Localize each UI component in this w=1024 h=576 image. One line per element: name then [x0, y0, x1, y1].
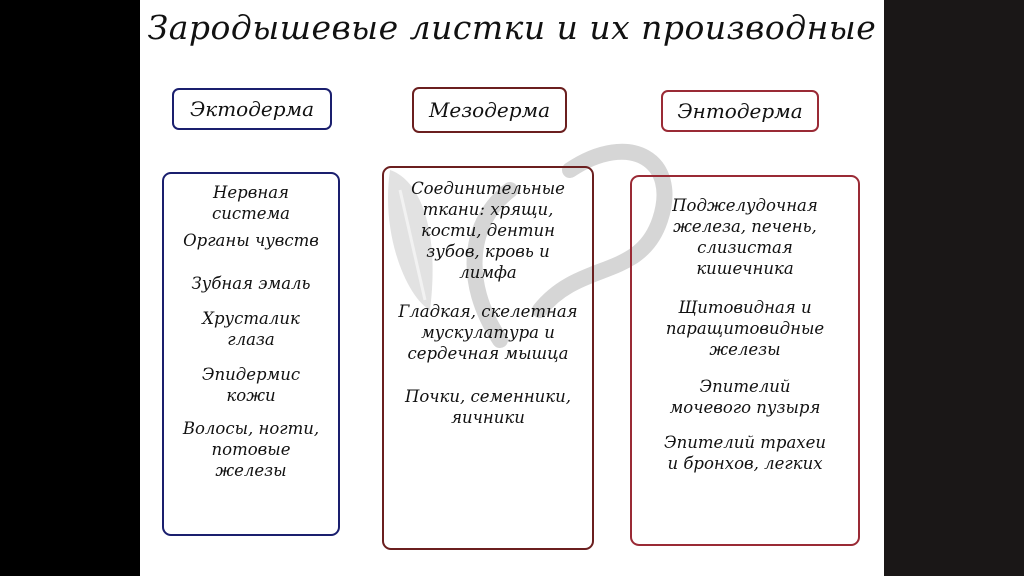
header-mesoderm: Мезодерма [412, 87, 567, 133]
list-item: Щитовидная и паращитовидные железы [665, 298, 825, 359]
list-item: Почки, семенники, яичники [404, 387, 572, 427]
list-item: Соединительные ткани: хрящи, кости, дентин зубов, кровь и лимфа [411, 179, 565, 282]
list-item: Органы чувств [183, 231, 319, 250]
list-item: Волосы, ногти, потовые железы [182, 419, 320, 480]
list-item: Эпителий трахеи и бронхов, легких [663, 433, 827, 473]
list-item: Гладкая, скелетная мускулатура и сердечная мышца [398, 302, 578, 363]
list-item: Поджелудочная железа, печень, слизистая кишечника [672, 196, 818, 278]
mesoderm-box [382, 166, 594, 550]
endoderm-box [630, 175, 860, 546]
list-item: Хрусталик глаза [202, 309, 300, 349]
dark-side-panel [884, 0, 1024, 576]
slide [140, 0, 884, 576]
list-item: Зубная эмаль [191, 274, 311, 293]
header-endoderm: Энтодерма [661, 90, 819, 132]
list-item: Эпидермис кожи [201, 365, 301, 405]
ectoderm-box [162, 172, 340, 536]
list-item: Нервная система [211, 183, 291, 223]
header-ectoderm: Эктодерма [172, 88, 332, 130]
list-item: Эпителий мочевого пузыря [669, 377, 821, 417]
slide-title: Зародышевые листки и их производные [147, 8, 877, 47]
